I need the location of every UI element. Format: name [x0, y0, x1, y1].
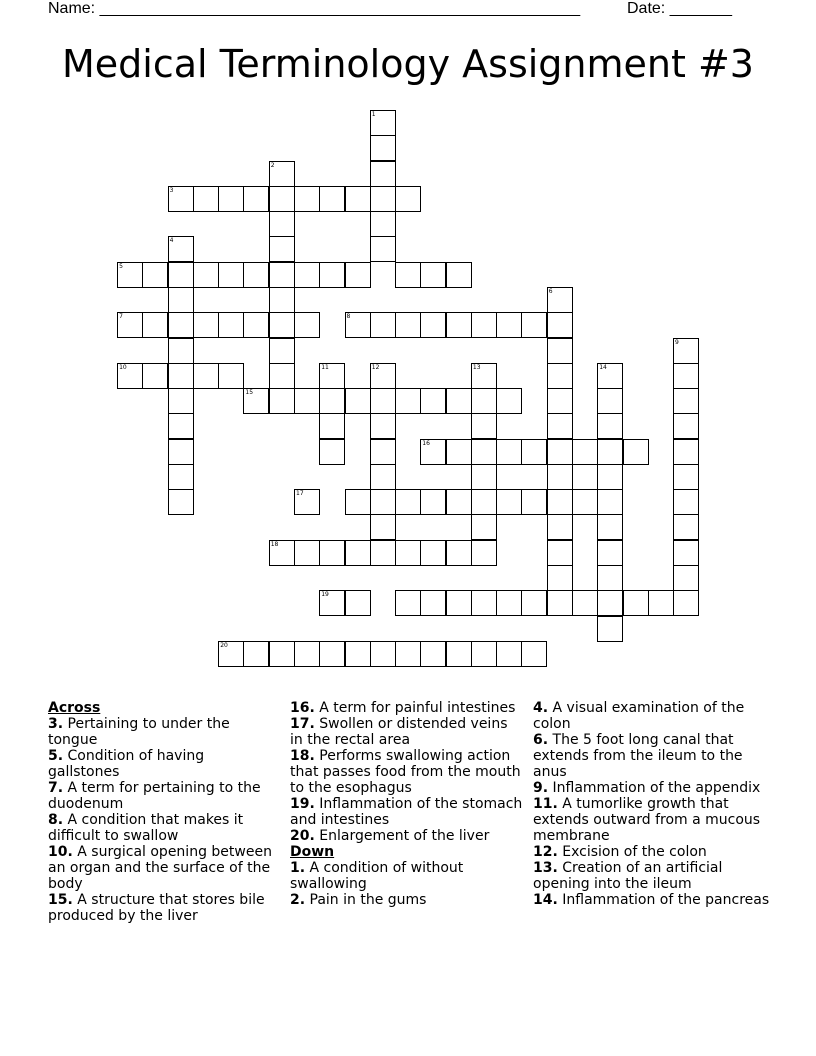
clue-down-12 — [533, 844, 773, 860]
cell-number: 20 — [220, 641, 228, 649]
clue-number: 3. — [48, 716, 64, 732]
crossword-cell[interactable] — [168, 262, 194, 288]
clue-text: Performs swallowing action that passes food from the mouth to the esophagus — [290, 748, 521, 796]
clues-column-1 — [48, 700, 278, 924]
crossword-cell[interactable] — [673, 590, 699, 616]
crossword-cell[interactable] — [547, 540, 573, 566]
crossword-cell[interactable] — [243, 641, 269, 667]
crossword-cell[interactable] — [269, 186, 295, 212]
clue-number: 4. — [533, 700, 549, 716]
crossword-cell[interactable] — [269, 262, 295, 288]
crossword-cell[interactable] — [243, 186, 269, 212]
clue-text: A condition of without swallowing — [290, 860, 464, 892]
clue-across-18 — [290, 748, 524, 796]
clue-text: A term for painful intestines — [319, 700, 516, 716]
cell-number: 11 — [321, 363, 329, 371]
crossword-cell[interactable] — [243, 312, 269, 338]
crossword-cell[interactable] — [168, 287, 194, 313]
crossword-cell[interactable] — [446, 590, 472, 616]
crossword-cell[interactable] — [117, 312, 143, 338]
clues-column-3 — [533, 700, 773, 908]
crossword-cell[interactable] — [345, 312, 371, 338]
clue-across-8 — [48, 812, 278, 844]
clue-number: 8. — [48, 812, 64, 828]
crossword-cell[interactable] — [294, 388, 320, 414]
crossword-cell[interactable] — [673, 514, 699, 540]
crossword-cell[interactable] — [142, 262, 168, 288]
crossword-cell[interactable] — [370, 489, 396, 515]
cell-number: 4 — [169, 237, 174, 245]
cell-number: 2 — [270, 161, 275, 169]
across-heading: Across — [48, 700, 101, 716]
crossword-cell[interactable] — [395, 262, 421, 288]
clue-down-2 — [290, 892, 524, 908]
crossword-cell[interactable] — [168, 413, 194, 439]
crossword-cell[interactable] — [547, 287, 573, 313]
clue-across-3 — [48, 716, 278, 748]
crossword-cell[interactable] — [370, 211, 396, 237]
clue-number: 11. — [533, 796, 558, 812]
crossword-cell[interactable] — [496, 489, 522, 515]
cell-number: 15 — [245, 389, 254, 397]
crossword-cell[interactable] — [420, 641, 446, 667]
crossword-cell[interactable] — [142, 363, 168, 389]
clue-text: Creation of an artificial opening into the ileum — [533, 860, 723, 892]
crossword-cell[interactable] — [370, 540, 396, 566]
name-field-label[interactable]: Name: ______________________________________________________ — [48, 0, 581, 17]
clue-text: The 5 foot long canal that extends from the ileum to the anus — [533, 732, 743, 780]
cell-number: 19 — [321, 591, 329, 599]
clue-text: A structure that stores bile produced by the liver — [48, 892, 265, 924]
crossword-cell[interactable] — [193, 262, 219, 288]
crossword-cell[interactable] — [547, 464, 573, 490]
clue-across-19 — [290, 796, 524, 828]
header — [48, 0, 748, 20]
crossword-cell[interactable] — [597, 514, 623, 540]
cell-number: 8 — [346, 313, 351, 321]
crossword-cell[interactable] — [269, 287, 295, 313]
clue-text: A surgical opening between an organ and the surface of the body — [48, 844, 272, 892]
crossword-cell[interactable] — [471, 540, 497, 566]
clue-text: A visual examination of the colon — [533, 700, 745, 732]
crossword-cell[interactable] — [269, 363, 295, 389]
crossword-cell[interactable] — [294, 312, 320, 338]
crossword-cell[interactable] — [471, 312, 497, 338]
crossword-cell[interactable] — [521, 312, 547, 338]
crossword-cell[interactable] — [345, 540, 371, 566]
clue-number: 7. — [48, 780, 64, 796]
clue-number: 2. — [290, 892, 306, 908]
crossword-cell[interactable] — [673, 388, 699, 414]
crossword-cell[interactable] — [673, 413, 699, 439]
clue-text: Condition of having gallstones — [48, 748, 205, 780]
clue-number: 10. — [48, 844, 73, 860]
crossword-cell[interactable] — [168, 464, 194, 490]
clue-number: 16. — [290, 700, 315, 716]
crossword-cell[interactable] — [471, 641, 497, 667]
crossword-cell[interactable] — [471, 439, 497, 465]
crossword-cell[interactable] — [193, 363, 219, 389]
crossword-cell[interactable] — [597, 413, 623, 439]
crossword-cell[interactable] — [673, 489, 699, 515]
clue-down-13 — [533, 860, 773, 892]
cell-number: 17 — [296, 490, 304, 498]
cell-number: 16 — [422, 439, 430, 447]
crossword-cell[interactable] — [496, 590, 522, 616]
clue-number: 6. — [533, 732, 549, 748]
cell-number: 1 — [371, 111, 376, 119]
crossword-cell[interactable] — [294, 262, 320, 288]
crossword-cell[interactable] — [243, 262, 269, 288]
crossword-cell[interactable] — [446, 540, 472, 566]
crossword-cell[interactable] — [547, 312, 573, 338]
crossword-cell[interactable] — [572, 489, 598, 515]
date-field-label[interactable]: Date: _______ — [627, 0, 732, 17]
crossword-cell[interactable] — [117, 363, 143, 389]
crossword-cell[interactable] — [420, 262, 446, 288]
crossword-cell[interactable] — [673, 439, 699, 465]
crossword-cell[interactable] — [269, 236, 295, 262]
crossword-cell[interactable] — [294, 489, 320, 515]
crossword-cell[interactable] — [496, 641, 522, 667]
crossword-cell[interactable] — [521, 641, 547, 667]
crossword-cell[interactable] — [597, 439, 623, 465]
cell-number: 5 — [119, 262, 123, 270]
down-heading: Down — [290, 844, 335, 860]
cell-number: 13 — [472, 363, 481, 371]
crossword-cell[interactable] — [269, 161, 295, 187]
crossword-cell[interactable] — [345, 590, 371, 616]
crossword-cell[interactable] — [446, 489, 472, 515]
crossword-cell[interactable] — [269, 540, 295, 566]
crossword-cell[interactable] — [420, 540, 446, 566]
crossword-cell[interactable] — [193, 312, 219, 338]
crossword-cell[interactable] — [496, 388, 522, 414]
crossword-cell[interactable] — [597, 388, 623, 414]
clue-number: 19. — [290, 796, 315, 812]
crossword-cell[interactable] — [446, 312, 472, 338]
clue-text: A tumorlike growth that extends outward from a mucous membrane — [533, 796, 761, 844]
crossword-cell[interactable] — [547, 439, 573, 465]
clue-text: Excision of the colon — [562, 844, 707, 860]
crossword-cell[interactable] — [370, 413, 396, 439]
crossword-cell[interactable] — [547, 565, 573, 591]
crossword-cell[interactable] — [395, 590, 421, 616]
crossword-cell[interactable] — [370, 110, 396, 136]
crossword-cell[interactable] — [547, 388, 573, 414]
clues-column-2 — [290, 700, 524, 908]
crossword-cell[interactable] — [395, 540, 421, 566]
crossword-cell[interactable] — [319, 540, 345, 566]
crossword-cell[interactable] — [218, 312, 244, 338]
clue-number: 1. — [290, 860, 306, 876]
crossword-cell[interactable] — [597, 540, 623, 566]
crossword-cell[interactable] — [269, 641, 295, 667]
cell-number: 9 — [675, 338, 679, 346]
crossword-cell[interactable] — [370, 514, 396, 540]
crossword-cell[interactable] — [319, 363, 345, 389]
cell-number: 12 — [371, 363, 380, 371]
crossword-cell[interactable] — [168, 338, 194, 364]
clue-number: 17. — [290, 716, 315, 732]
crossword-cell[interactable] — [597, 489, 623, 515]
crossword-cell[interactable] — [345, 388, 371, 414]
crossword-cell[interactable] — [370, 236, 396, 262]
crossword-cell[interactable] — [218, 363, 244, 389]
crossword-cell[interactable] — [218, 186, 244, 212]
cell-number: 18 — [270, 540, 279, 548]
crossword-cell[interactable] — [269, 312, 295, 338]
crossword-cell[interactable] — [673, 363, 699, 389]
crossword-cell[interactable] — [395, 186, 421, 212]
clue-down-1 — [290, 860, 524, 892]
crossword-cell[interactable] — [370, 135, 396, 161]
clue-number: 14. — [533, 892, 558, 908]
cell-number: 7 — [119, 313, 123, 321]
crossword-cell[interactable] — [243, 388, 269, 414]
crossword-cell[interactable] — [370, 439, 396, 465]
crossword-cell[interactable] — [370, 161, 396, 187]
crossword-cell[interactable] — [319, 641, 345, 667]
clue-across-5 — [48, 748, 278, 780]
crossword-cell[interactable] — [673, 540, 699, 566]
crossword-cell[interactable] — [345, 489, 371, 515]
crossword-cell[interactable] — [420, 439, 446, 465]
crossword-cell[interactable] — [547, 590, 573, 616]
crossword-cell[interactable] — [446, 262, 472, 288]
crossword-cell[interactable] — [193, 186, 219, 212]
cell-number: 3 — [169, 186, 174, 194]
clue-down-4 — [533, 700, 773, 732]
crossword-cell[interactable] — [597, 464, 623, 490]
crossword-cell[interactable] — [496, 312, 522, 338]
crossword-cell[interactable] — [294, 641, 320, 667]
crossword-cell[interactable] — [471, 363, 497, 389]
crossword-cell[interactable] — [395, 388, 421, 414]
crossword-cell[interactable] — [294, 186, 320, 212]
cell-number: 6 — [548, 288, 553, 295]
crossword-cell[interactable] — [218, 641, 244, 667]
crossword-cell[interactable] — [370, 363, 396, 389]
crossword-cell[interactable] — [345, 262, 371, 288]
crossword-cell[interactable] — [168, 363, 194, 389]
crossword-cell[interactable] — [420, 489, 446, 515]
crossword-cell[interactable] — [572, 439, 598, 465]
clue-text: Inflammation of the pancreas — [562, 892, 770, 908]
crossword-cell[interactable] — [294, 540, 320, 566]
clue-text: A condition that makes it difficult to swallow — [48, 812, 244, 844]
crossword-cell[interactable] — [648, 590, 674, 616]
crossword-cell[interactable] — [345, 641, 371, 667]
crossword-cell[interactable] — [269, 388, 295, 414]
crossword-cell[interactable] — [269, 338, 295, 364]
crossword-cell[interactable] — [521, 439, 547, 465]
clue-number: 20. — [290, 828, 315, 844]
crossword-cell[interactable] — [269, 211, 295, 237]
crossword-cell[interactable] — [597, 616, 623, 642]
crossword-cell[interactable] — [117, 262, 143, 288]
crossword-cell[interactable] — [547, 489, 573, 515]
clue-text: Pain in the gums — [309, 892, 427, 908]
crossword-cell[interactable] — [420, 388, 446, 414]
clue-across-17 — [290, 716, 524, 748]
crossword-cell[interactable] — [319, 439, 345, 465]
crossword-cell[interactable] — [446, 388, 472, 414]
clue-across-10 — [48, 844, 278, 892]
clue-number: 9. — [533, 780, 549, 796]
crossword-cell[interactable] — [142, 312, 168, 338]
clue-down-11 — [533, 796, 773, 844]
clue-across-20 — [290, 828, 524, 844]
crossword-cell[interactable] — [471, 489, 497, 515]
crossword-cell[interactable] — [168, 439, 194, 465]
clue-number: 12. — [533, 844, 558, 860]
clue-text: A term for pertaining to the duodenum — [48, 780, 261, 812]
crossword-cell[interactable] — [471, 413, 497, 439]
crossword-cell[interactable] — [673, 338, 699, 364]
crossword-cell[interactable] — [345, 186, 371, 212]
crossword-cell[interactable] — [471, 590, 497, 616]
crossword-cell[interactable] — [597, 363, 623, 389]
crossword-cell[interactable] — [572, 590, 598, 616]
clue-across-15 — [48, 892, 278, 924]
crossword-cell[interactable] — [168, 186, 194, 212]
crossword-cell[interactable] — [168, 236, 194, 262]
crossword-cell[interactable] — [521, 489, 547, 515]
clue-down-14 — [533, 892, 773, 908]
crossword-cell[interactable] — [395, 489, 421, 515]
page-title: Medical Terminology Assignment #3 — [62, 42, 754, 86]
crossword-cell[interactable] — [597, 590, 623, 616]
clue-across-7 — [48, 780, 278, 812]
crossword-cell[interactable] — [471, 464, 497, 490]
crossword-cell[interactable] — [471, 388, 497, 414]
crossword-cell[interactable] — [370, 388, 396, 414]
crossword-cell[interactable] — [547, 338, 573, 364]
clue-text: Inflammation of the stomach and intestines — [290, 796, 523, 828]
crossword-cell[interactable] — [395, 641, 421, 667]
clue-down-6 — [533, 732, 773, 780]
crossword-cell[interactable] — [623, 590, 649, 616]
crossword-cell[interactable] — [370, 464, 396, 490]
crossword-cell[interactable] — [319, 413, 345, 439]
crossword-cell[interactable] — [319, 262, 345, 288]
crossword-cell[interactable] — [471, 514, 497, 540]
crossword-cell[interactable] — [319, 186, 345, 212]
clue-text: Enlargement of the liver — [319, 828, 490, 844]
crossword-cell[interactable] — [420, 590, 446, 616]
crossword-cell[interactable] — [623, 439, 649, 465]
crossword-cell[interactable] — [673, 565, 699, 591]
clue-number: 5. — [48, 748, 64, 764]
cell-number: 10 — [119, 363, 127, 371]
crossword-cell[interactable] — [319, 388, 345, 414]
crossword-cell[interactable] — [168, 388, 194, 414]
crossword-cell[interactable] — [547, 514, 573, 540]
crossword-cell[interactable] — [168, 312, 194, 338]
crossword-cell[interactable] — [673, 464, 699, 490]
clue-text: Swollen or distended veins in the rectal area — [290, 716, 508, 748]
clue-text: Pertaining to under the tongue — [48, 716, 230, 748]
clue-number: 13. — [533, 860, 558, 876]
cell-number: 14 — [599, 363, 607, 371]
clue-across-16 — [290, 700, 524, 716]
clue-number: 18. — [290, 748, 315, 764]
crossword-cell[interactable] — [395, 312, 421, 338]
clue-number: 15. — [48, 892, 73, 908]
crossword-cell[interactable] — [547, 413, 573, 439]
crossword-cell[interactable] — [446, 439, 472, 465]
crossword-cell[interactable] — [446, 641, 472, 667]
crossword-cell[interactable] — [370, 641, 396, 667]
crossword-cell[interactable] — [370, 186, 396, 212]
crossword-cell[interactable] — [521, 590, 547, 616]
crossword-cell[interactable] — [370, 312, 396, 338]
crossword-cell[interactable] — [218, 262, 244, 288]
crossword-cell[interactable] — [420, 312, 446, 338]
crossword-cell[interactable] — [168, 489, 194, 515]
clue-text: Inflammation of the appendix — [552, 780, 761, 796]
crossword-cell[interactable] — [547, 363, 573, 389]
crossword-cell[interactable] — [496, 439, 522, 465]
clue-down-9 — [533, 780, 773, 796]
crossword-cell[interactable] — [319, 590, 345, 616]
crossword-cell[interactable] — [597, 565, 623, 591]
